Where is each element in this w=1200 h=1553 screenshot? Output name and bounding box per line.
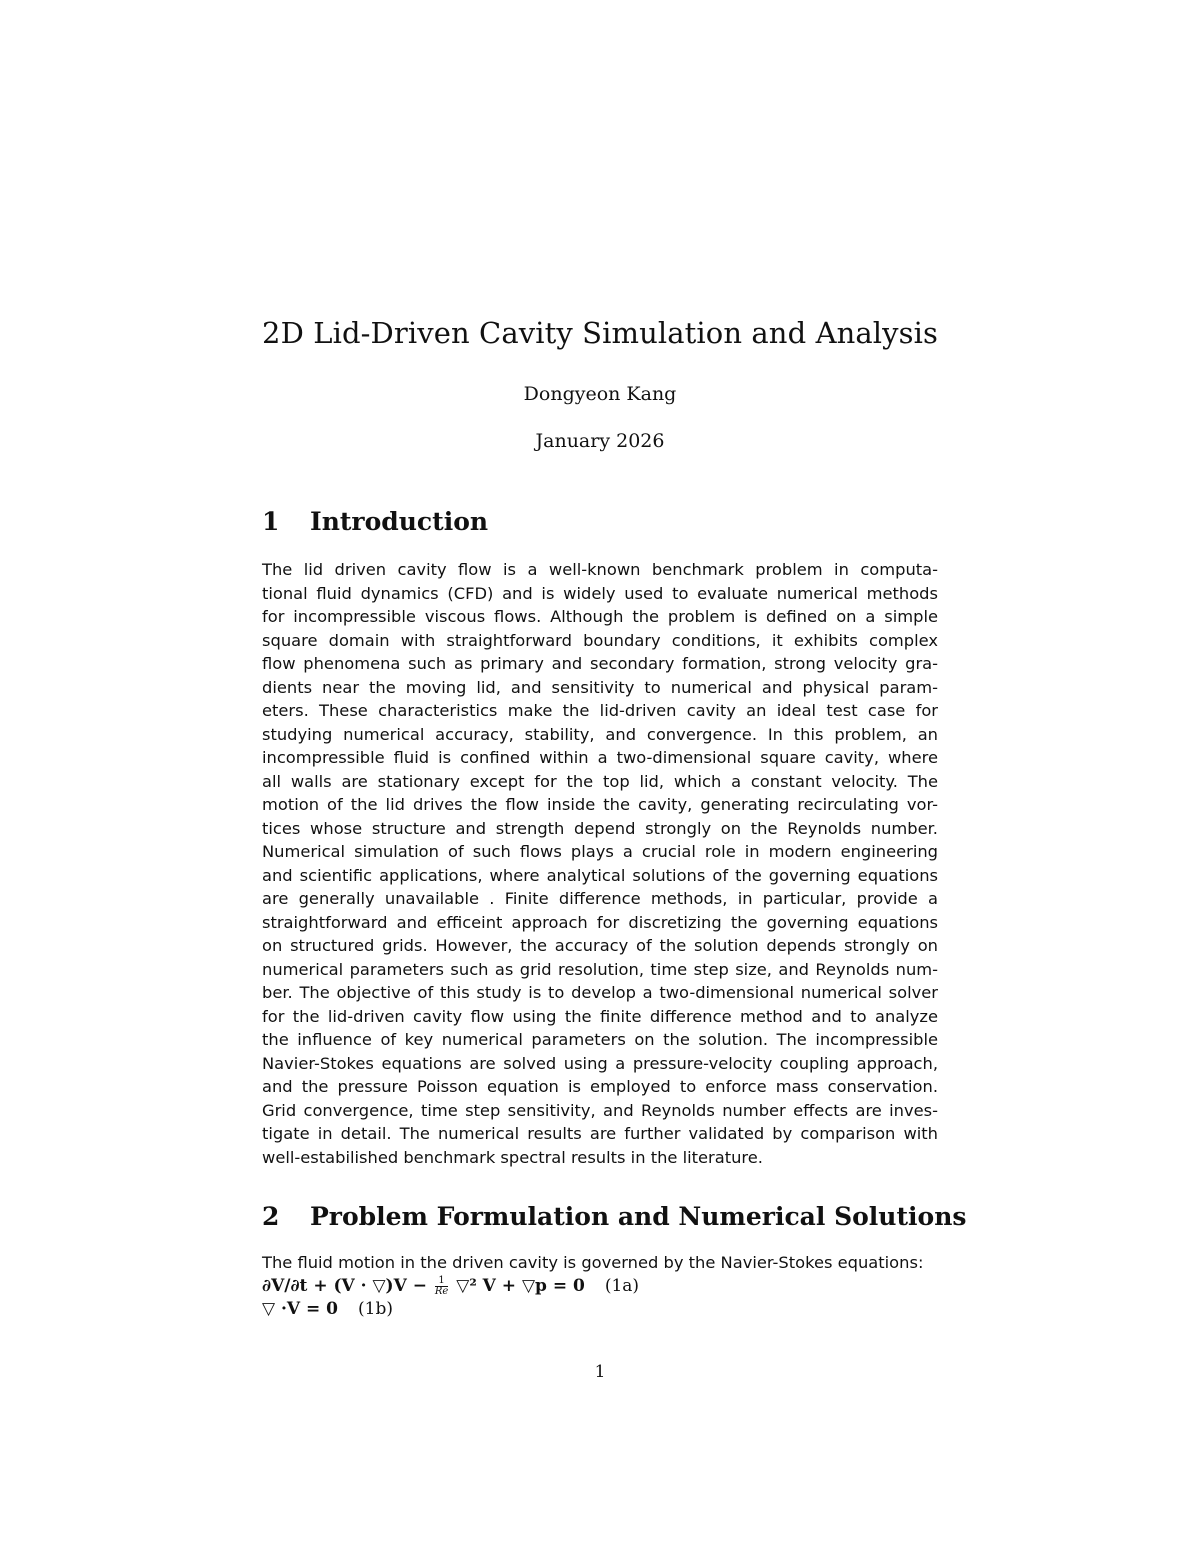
paragraph-line: ber. The objective of this study is to develop a two-dimensional numerical solver — [262, 983, 938, 1002]
paragraph-line: straightforward and efficeint approach for discretizing the governing equations — [262, 912, 938, 932]
paragraph-line: and the pressure Poisson equation is employed to enforce mass conservation. — [262, 1077, 938, 1096]
paragraph-line: tional fluid dynamics (CFD) and is widely used to evaluate numerical methods — [262, 583, 938, 603]
page-number: 1 — [594, 1362, 606, 1382]
formulation-intro-text: The fluid motion in the driven cavity is governed by the Navier-Stokes equations: — [262, 1253, 924, 1272]
equation-1a-rhs: ▽² V + ▽p = 0 — [450, 1275, 585, 1296]
paragraph-line: tigate in detail. The numerical results are further validated by comparison with — [262, 1124, 938, 1143]
equation-1a-tag: (1a) — [604, 1275, 640, 1296]
paragraph-line: and scientific applications, where analytical solutions of the governing equations — [262, 865, 938, 885]
paragraph-line: flow phenomena such as primary and secondary formation, strong velocity gra- — [262, 654, 938, 673]
equation-1b — [262, 1298, 938, 1322]
section-heading-problem-formulation — [262, 1202, 967, 1231]
paragraph-line: incompressible fluid is confined within a two-dimensional square cavity, where — [262, 748, 938, 767]
section-number: 2 — [262, 1202, 280, 1231]
introduction-paragraph — [262, 558, 938, 1169]
paragraph-line: the influence of key numerical parameters on the solution. The incompressible — [262, 1030, 938, 1049]
paragraph-line: Grid convergence, time step sensitivity, and Reynolds number effects are inves- — [262, 1100, 938, 1120]
paragraph-line: studying numerical accuracy, stability, and convergence. In this problem, an — [262, 724, 938, 744]
paragraph-line: eters. These characteristics make the lid-driven cavity an ideal test case for — [262, 701, 938, 720]
paragraph-line: well-estabilished benchmark spectral results in the literature. — [262, 1147, 763, 1167]
equation-1a-lhs: ∂V/∂t + (V · ▽)V − — [262, 1275, 433, 1296]
paragraph-line: Navier-Stokes equations are solved using a pressure-velocity coupling approach, — [262, 1053, 938, 1073]
fraction-denominator: Re — [434, 1285, 449, 1297]
paragraph-line: dients near the moving lid, and sensitivity to numerical and physical param- — [262, 677, 938, 697]
paragraph-line: motion of the lid drives the flow inside the cavity, generating recirculating vor- — [262, 795, 938, 814]
paragraph-line: for incompressible viscous flows. Although the problem is defined on a simple — [262, 607, 938, 626]
paragraph-line: tices whose structure and strength depend strongly on the Reynolds number. — [262, 818, 938, 838]
equation-1b-tag: (1b) — [358, 1299, 393, 1319]
paragraph-line: square domain with straightforward boundary conditions, it exhibits complex — [262, 630, 938, 650]
paragraph-line: Numerical simulation of such flows plays a crucial role in modern engineering — [262, 842, 938, 861]
paragraph-line: for the lid-driven cavity flow using the finite difference method and to analyze — [262, 1006, 938, 1026]
paragraph-line: all walls are stationary except for the top lid, which a constant velocity. The — [262, 771, 938, 791]
reynolds-fraction — [435, 1276, 448, 1297]
section-heading-introduction — [262, 507, 962, 536]
formulation-paragraph — [262, 1251, 938, 1322]
paragraph-line: The lid driven cavity flow is a well-known benchmark problem in computa- — [262, 560, 938, 579]
paper-title: 2D Lid-Driven Cavity Simulation and Analysis — [262, 316, 938, 350]
section-title: Introduction — [310, 507, 489, 536]
section-number: 1 — [262, 507, 280, 536]
equation-1a — [262, 1275, 938, 1299]
equation-1b-body: ▽ ·V = 0 — [262, 1299, 339, 1319]
paragraph-line: are generally unavailable . Finite difference methods, in particular, provide a — [262, 889, 938, 908]
paper-author: Dongyeon Kang — [523, 383, 677, 405]
paragraph-line: on structured grids. However, the accuracy of the solution depends strongly on — [262, 936, 938, 955]
paragraph-line: numerical parameters such as grid resolution, time step size, and Reynolds num- — [262, 959, 938, 979]
fraction-numerator: 1 — [435, 1276, 448, 1287]
paper-date: January 2026 — [535, 430, 665, 452]
section-title: Problem Formulation and Numerical Solutions — [310, 1202, 967, 1231]
